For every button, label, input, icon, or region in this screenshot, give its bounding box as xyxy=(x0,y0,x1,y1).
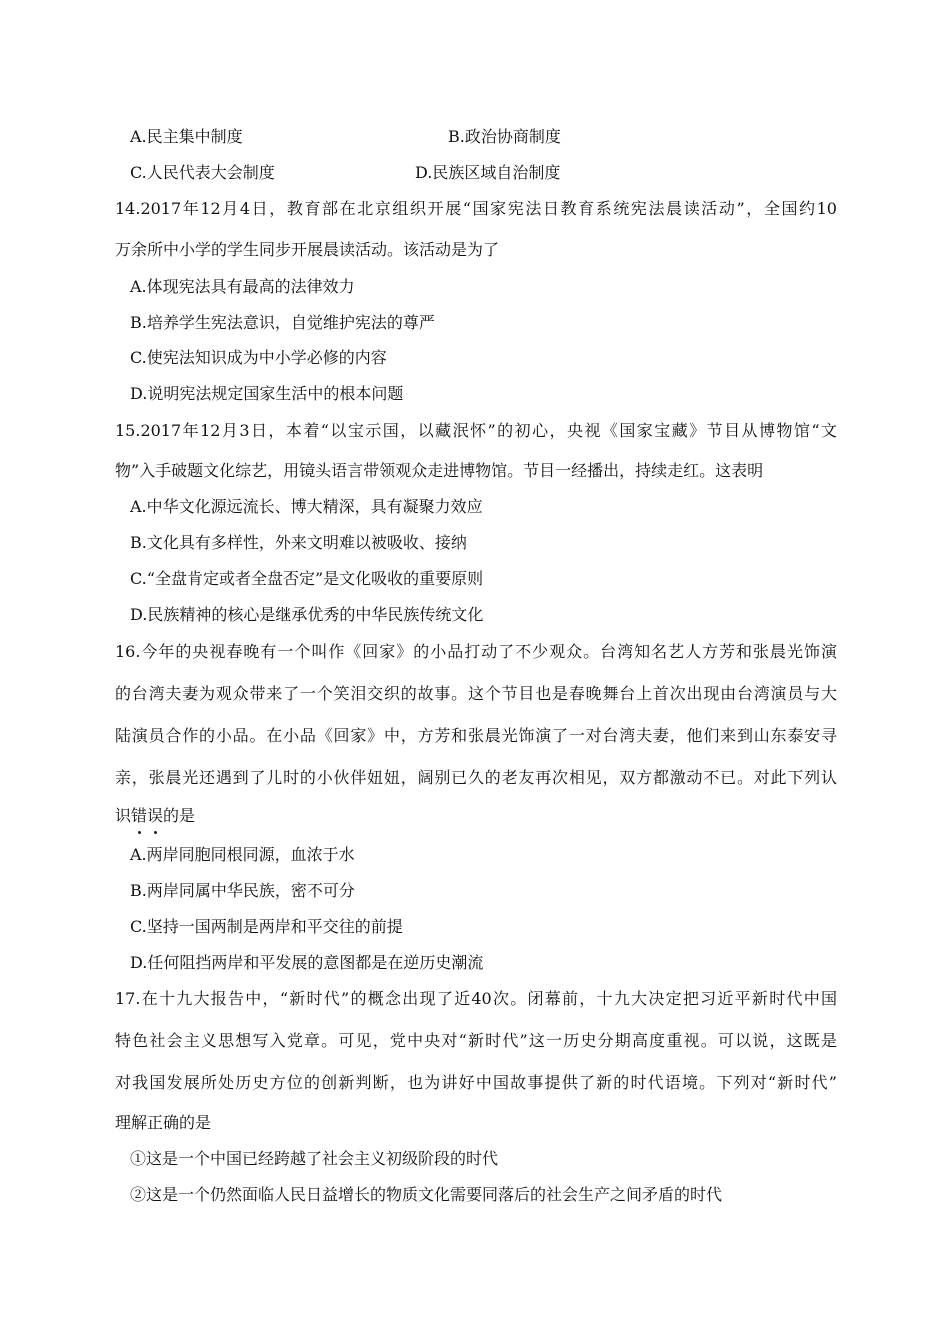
q16-option-c: C.坚持一国两制是两岸和平交往的前提 xyxy=(130,917,403,936)
q13-option-c: C.人民代表大会制度 xyxy=(130,163,275,182)
q16-stem-line: 亲，张晨光还遇到了儿时的小伙伴妞妞，阔别已久的老友再次相见，双方都激动不已。对此下列认 xyxy=(115,768,837,787)
q16-stem-line: 的台湾夫妻为观众带来了一个笑泪交织的故事。这个节目也是春晚舞台上首次出现由台湾演员与大 xyxy=(115,684,837,703)
q17-item-1: ①这是一个中国已经跨越了社会主义初级阶段的时代 xyxy=(130,1149,499,1168)
emphasis-char: 误 xyxy=(147,806,163,825)
q16-option-b: B.两岸同属中华民族，密不可分 xyxy=(130,881,355,900)
q14-stem-line: 万余所中小学的学生同步开展晨读活动。该活动是为了 xyxy=(115,240,500,259)
q15-option-c: C.“全盘肯定或者全盘否定”是文化吸收的重要原则 xyxy=(130,569,484,588)
q16-stem-line: 16.今年的央视春晚有一个叫作《回家》的小品打动了不少观众。台湾知名艺人方芳和张晨光饰演 xyxy=(115,642,837,661)
q16-stem-prefix: 识 xyxy=(115,806,132,825)
q16-stem-suffix: 的是 xyxy=(163,806,196,825)
q14-option-c: C.使宪法知识成为中小学必修的内容 xyxy=(130,348,387,367)
q15-option-b: B.文化具有多样性，外来文明难以被吸收、接纳 xyxy=(130,533,467,552)
q17-item-2: ②这是一个仍然面临人民日益增长的物质文化需要同落后的社会生产之间矛盾的时代 xyxy=(130,1185,723,1204)
q14-option-b: B.培养学生宪法意识，自觉维护宪法的尊严 xyxy=(130,313,435,332)
q16-option-d: D.任何阻挡两岸和平发展的意图都是在逆历史潮流 xyxy=(130,953,484,972)
q14-option-a: A.体现宪法具有最高的法律效力 xyxy=(130,277,355,296)
q14-option-d: D.说明宪法规定国家生活中的根本问题 xyxy=(130,384,404,403)
q17-stem-line: 特色社会主义思想写入党章。可见，党中央对“新时代”这一历史分期高度重视。可以说，这既是 xyxy=(115,1031,837,1050)
q13-option-d: D.民族区域自治制度 xyxy=(415,163,561,182)
emphasis-char: 错 xyxy=(131,806,147,825)
q15-stem-line: 物”入手破题文化综艺，用镜头语言带领观众走进博物馆。节目一经播出，持续走红。这表明 xyxy=(115,461,764,480)
q17-stem-line: 17.在十九大报告中，“新时代”的概念出现了近40次。闭幕前，十九大决定把习近平新时代中国 xyxy=(115,989,837,1008)
q13-option-a: A.民主集中制度 xyxy=(130,127,243,146)
q16-stem-line: 陆演员合作的小品。在小品《回家》中，方芳和张晨光饰演了一对台湾夫妻，他们来到山东泰安寻 xyxy=(115,726,837,745)
q16-option-a: A.两岸同胞同根同源，血浓于水 xyxy=(130,845,355,864)
emphasis-dot-icon xyxy=(154,831,157,834)
q15-stem-line: 15.2017年12月3日，本着“以宝示国，以藏泯怀”的初心，央视《国家宝藏》节目从博物馆“文 xyxy=(115,421,837,440)
q14-stem-line: 14.2017年12月4日，教育部在北京组织开展“国家宪法日教育系统宪法晨读活动”，全国约10 xyxy=(115,199,837,218)
q15-option-d: D.民族精神的核心是继承优秀的中华民族传统文化 xyxy=(130,605,484,624)
q17-stem-line: 理解正确的是 xyxy=(115,1113,212,1132)
q17-stem-line: 对我国发展所处历史方位的创新判断，也为讲好中国故事提供了新的时代语境。下列对“新时代” xyxy=(115,1073,837,1092)
q16-stem-last-line xyxy=(115,806,195,826)
q13-option-b: B.政治协商制度 xyxy=(448,127,561,146)
emphasis-dot-icon xyxy=(138,831,141,834)
q15-option-a: A.中华文化源远流长、博大精深，具有凝聚力效应 xyxy=(130,497,483,516)
